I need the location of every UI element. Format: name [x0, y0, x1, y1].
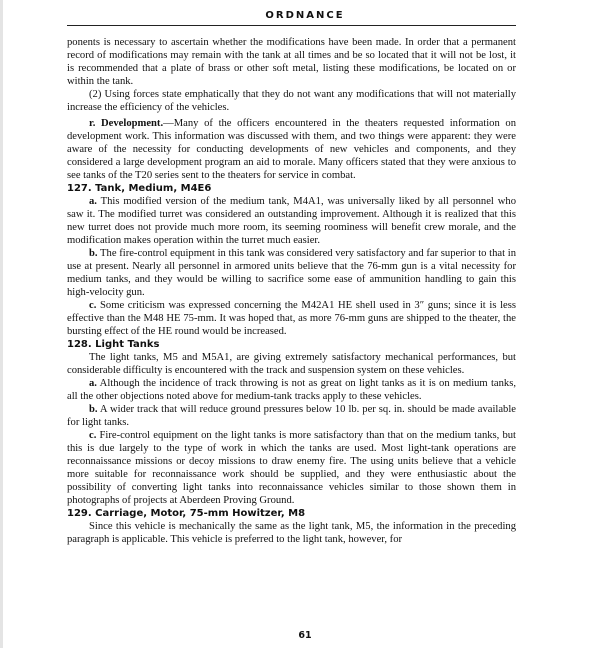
section-127-a-lead: a.: [89, 196, 97, 207]
header-rule: [67, 25, 516, 26]
section-128-a-lead: a.: [89, 378, 97, 389]
section-128-paragraph-b: [67, 403, 516, 429]
section-127-b-body: The fire-control equipment in this tank was considered very satisfactory and far superior to that in use at present. Nearly all personnel in armored units believe that the 76-mm gun is a vital necessity for medium tanks, and they would be willing to sacrifice some ease of ammunition handling to gain this high-velocity gun.: [67, 248, 516, 298]
section-127-heading: 127. Tank, Medium, M4E6: [67, 183, 212, 194]
section-129-paragraph-1: Since this vehicle is mechanically the same as the light tank, M5, the information in the preceding paragraph is applicable. This vehicle is preferred to the light tank, however, for: [67, 521, 516, 545]
development-body: —Many of the officers encountered in the theaters requested information on development work. This information was discussed with them, and two things were apparent: they were aware of the necessity for conducting developments of new vehicles and components, and they considered a large development program an aid to morale. Many officers stated that they were anxious to see tanks of the T20 series sent to the theaters for service in combat.: [67, 118, 517, 181]
section-127-b-lead: b.: [89, 248, 98, 259]
section-127-paragraph-b: [67, 247, 516, 299]
section-127-c-body: Some criticism was expressed concerning the M42A1 HE shell used in 3″ guns; since it is less effective than the M48 HE 75-mm. It was hoped that, as more 76-mm guns are shipped to the theater, the bursting effect of the HE round would be increased.: [67, 300, 516, 337]
section-128-paragraph-a: [67, 377, 516, 403]
body-text: [67, 36, 516, 546]
intro-paragraph-2: (2) Using forces state emphatically that they do not want any modifications that will not materially increase the efficiency of the vehicles.: [67, 89, 516, 113]
section-128-b-lead: b.: [89, 404, 98, 415]
section-127-paragraph-c: [67, 299, 516, 338]
section-128-heading: 128. Light Tanks: [67, 339, 160, 350]
section-128-intro: The light tanks, M5 and M5A1, are giving extremely satisfactory mechanical performances, but considerable difficulty is encountered with the track and suspension system on these vehicles.: [67, 352, 516, 376]
section-127-a-body: This modified version of the medium tank, M4A1, was universally liked by all personnel who saw it. The modified turret was considered an outstanding improvement. Although it is realized that this new turret does not provide much more room, its seeming roominess will benefit crew morale, and the modification makes operation within the turret much easier.: [67, 196, 516, 246]
section-128-paragraph-c: [67, 429, 516, 507]
section-127-paragraph-a: [67, 195, 516, 247]
running-head: ORDNANCE: [265, 10, 345, 21]
intro-paragraph-1: ponents is necessary to ascertain whether the modifications have been made. In order that a permanent record of modifications may remain with the tank at all times and be so located that it will not be lost, it is recommended that a plate of brass or other soft metal, listing these modifications, be located on or within the tank.: [67, 37, 516, 87]
page-number: 61: [298, 630, 312, 641]
section-127-c-lead: c.: [89, 300, 97, 311]
page-edge-shadow: [0, 0, 3, 648]
section-129-heading: 129. Carriage, Motor, 75-mm Howitzer, M8: [67, 508, 306, 519]
section-128-b-body: A wider track that will reduce ground pressures below 10 lb. per sq. in. should be made available for light tanks.: [67, 404, 516, 428]
section-128-c-lead: c.: [89, 430, 97, 441]
section-128-c-body: Fire-control equipment on the light tanks is more satisfactory than that on the medium tanks, but this is due largely to the type of work in which the tanks are used. Most light-tank operations are reconnaissance missions or decoy missions to draw enemy fire. The using units believe that a vehicle more suitable for reconnaissance work should be supplied, and they were enthusiastic about the possibility of converting light tanks into reconnaissance vehicles similar to those shown them in photographs of projects at Aberdeen Proving Ground.: [67, 430, 516, 506]
development-lead: r. Development.: [89, 118, 164, 129]
development-paragraph: [67, 117, 516, 182]
section-128-a-body: Although the incidence of track throwing is not as great on light tanks as it is on medium tanks, all the other objections noted above for medium-tank tracks apply to these vehicles.: [67, 378, 516, 402]
